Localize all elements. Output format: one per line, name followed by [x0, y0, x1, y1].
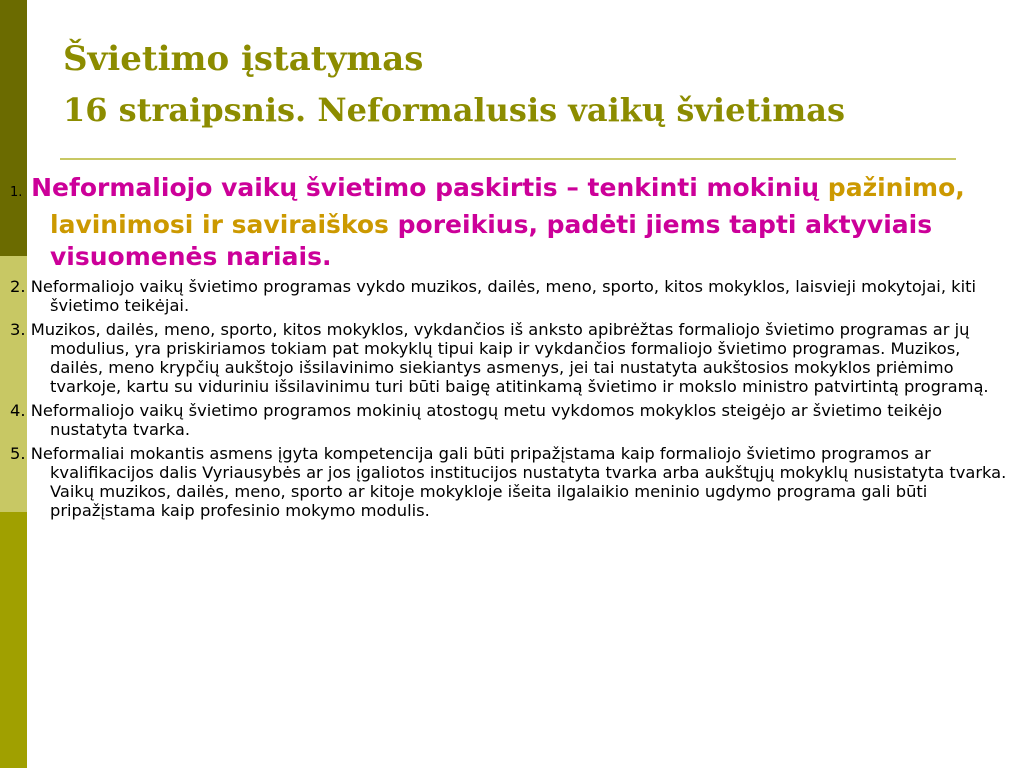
slide-body	[10, 172, 1014, 525]
item-number: 5.	[10, 444, 26, 463]
slide-subtitle: 16 straipsnis. Neformalusis vaikų švietimas	[63, 91, 845, 129]
list-item-5	[10, 444, 1014, 520]
list-item-2	[10, 277, 1014, 315]
item-text: Muzikos, dailės, meno, sporto, kitos mokyklos, vykdančios iš anksto apibrėžtas formaliojo švietimo programas ar jų modulius, yra priskiriamos tokiam pat mokyklų tipui kaip ir vykdančios formaliojo švietimo programas. Muzikos, dailės, meno krypčių aukštojo išsilavinimo siekiantys asmenys, jei tai nustatyta aukštosios mokyklos priėmimo tvarkoje, kartu su viduriniu išsilavinimu turi būti baigę atitinkamą švietimo ir mokslo ministro patvirtintą programą.	[30, 320, 989, 396]
item-number: 4.	[10, 401, 26, 420]
slide-title: Švietimo įstatymas	[63, 39, 424, 79]
side-bar-bottom	[0, 512, 27, 768]
item1-highlight: pažinimo, lavinimosi ir saviraiškos	[50, 173, 965, 239]
title-block	[63, 28, 963, 130]
item-text: Neformaliojo vaikų švietimo programos mokinių atostogų metu vykdomos mokyklos steigėjo ar švietimo teikėjo nustatyta tvarka.	[30, 401, 943, 439]
item-number: 1.	[10, 185, 23, 200]
list-item-4	[10, 401, 1014, 439]
list-item-1	[10, 172, 1014, 273]
title-divider	[60, 158, 956, 160]
item-text: Neformaliai mokantis asmens įgyta kompetencija gali būti pripažįstama kaip formaliojo švietimo programos ar kvalifikacijos dalis Vyriausybės ar jos įgaliotos institucijos nustatyta tvarka arba aukštųjų mokyklų nusistatyta tvarka. Vaikų muzikos, dailės, meno, sporto ar kitoje mokykloje išeita ilgalaikio meninio ugdymo programa gali būti pripažįstama kaip profesinio mokymo modulis.	[30, 444, 1007, 520]
item-number: 2.	[10, 277, 26, 296]
item-text: Neformaliojo vaikų švietimo programas vykdo muzikos, dailės, meno, sporto, kitos mokyklos, laisvieji mokytojai, kiti švietimo teikėjai.	[30, 277, 977, 315]
item1-text-part1: Neformaliojo vaikų švietimo paskirtis – tenkinti mokinių	[31, 173, 820, 202]
item1-text-part2: poreikius, padėti jiems tapti aktyviais visuomenės nariais.	[50, 210, 933, 271]
item-number: 3.	[10, 320, 26, 339]
list-item-3	[10, 320, 1014, 396]
